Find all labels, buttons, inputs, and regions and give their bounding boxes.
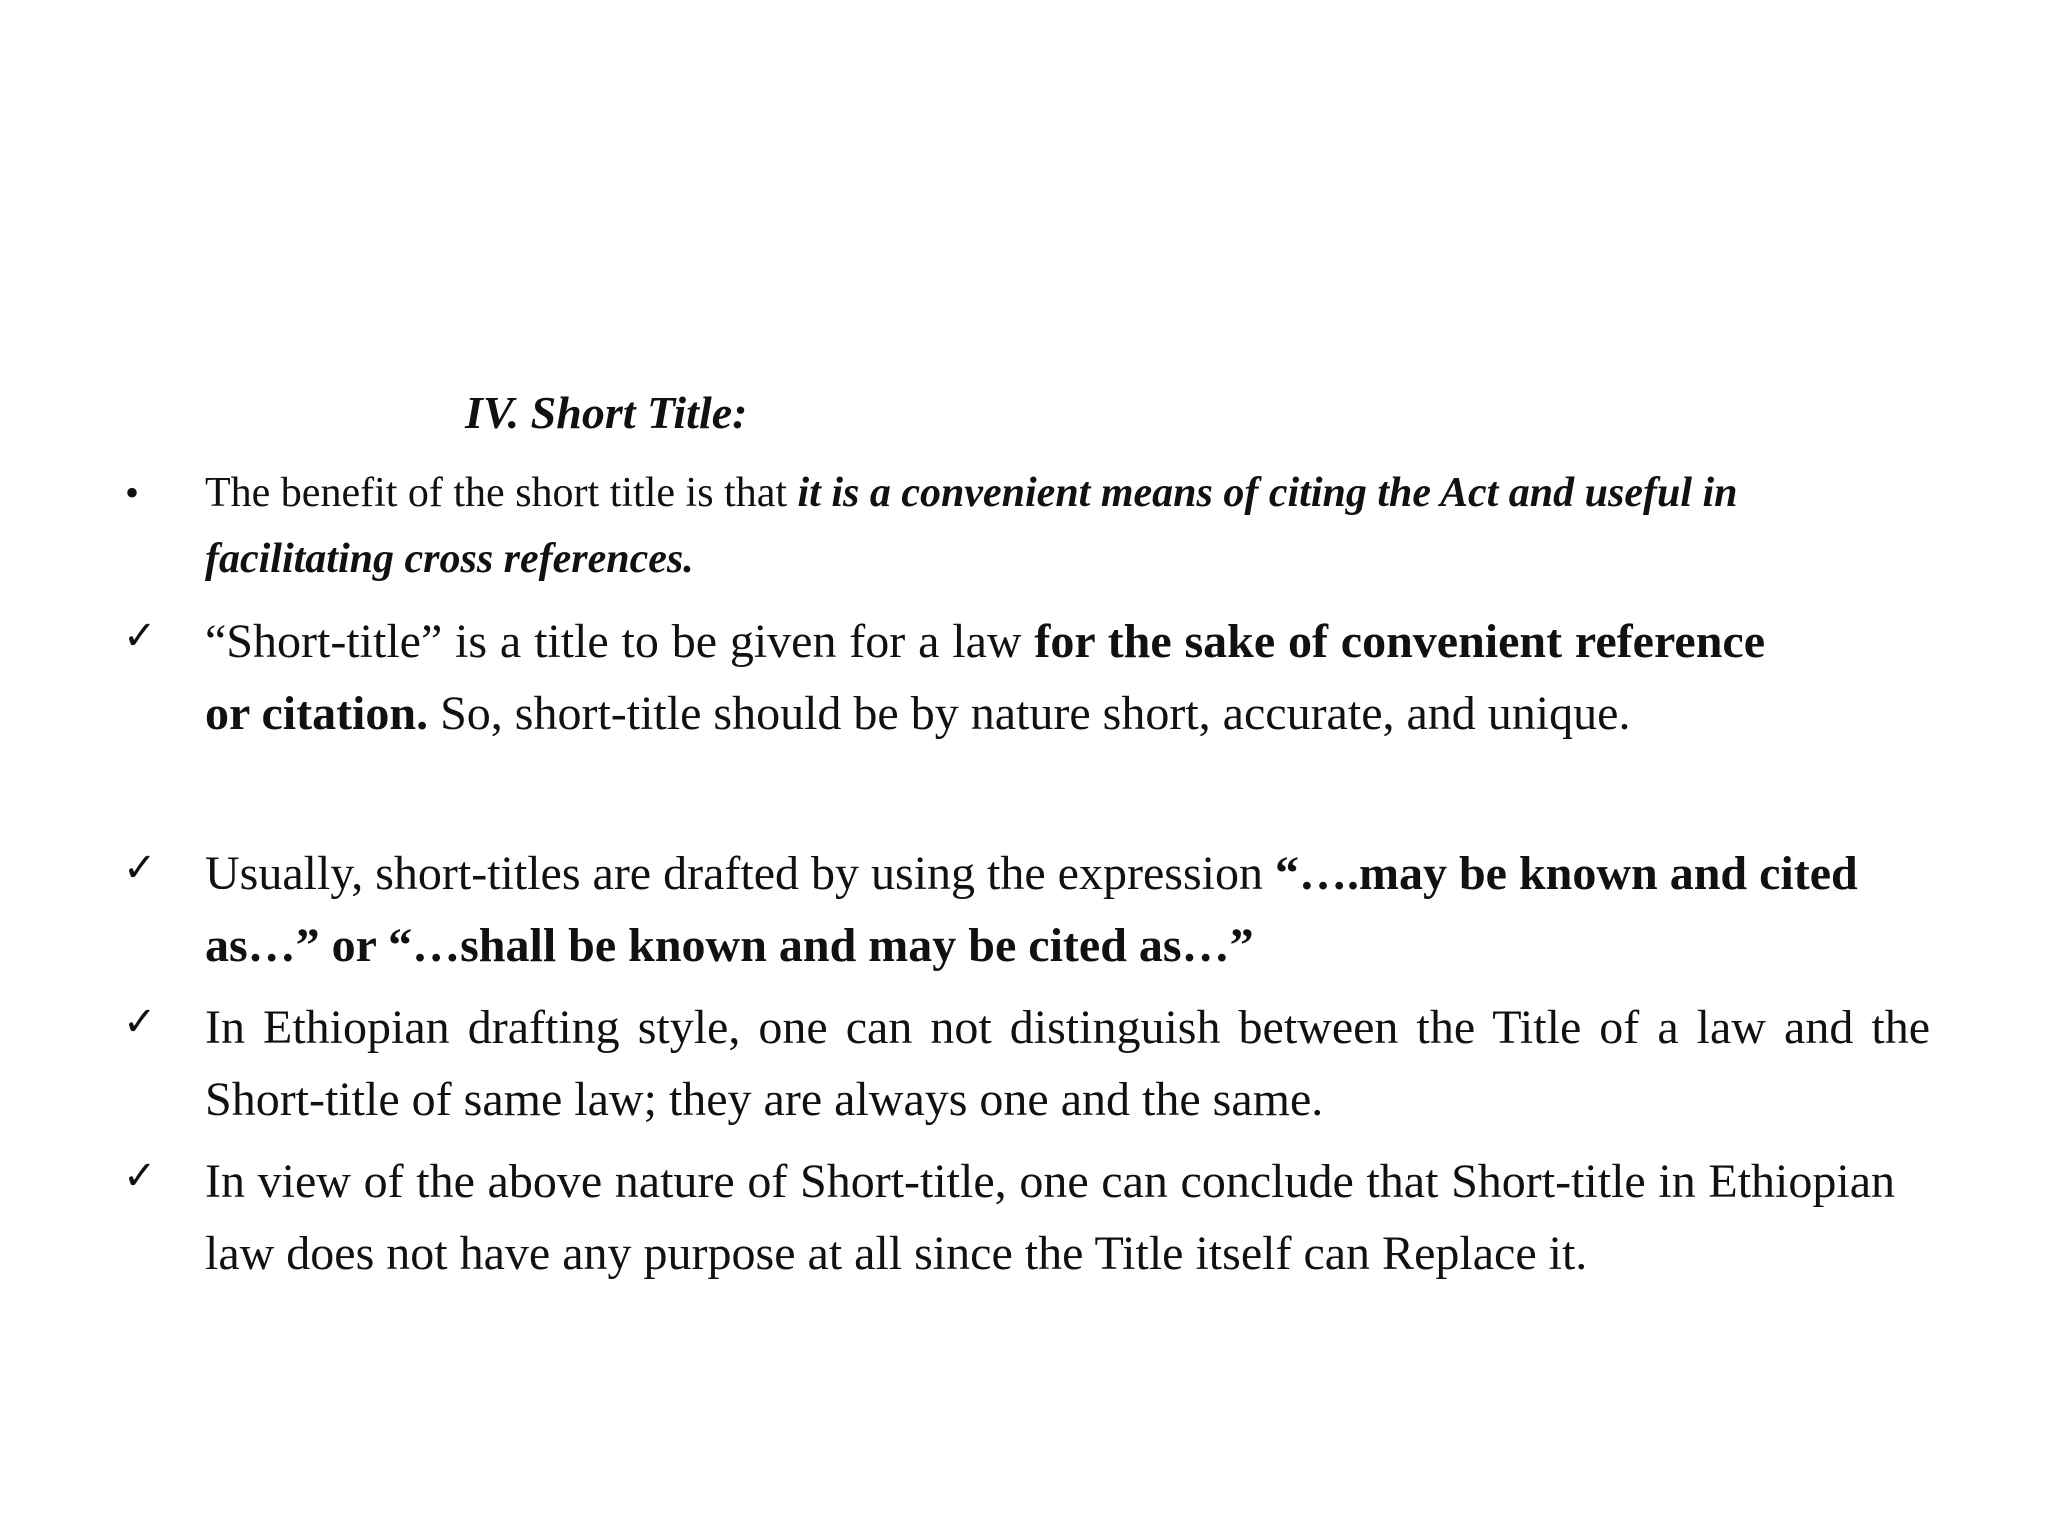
- bullet-item-short-title-benefit: [125, 460, 1865, 592]
- check-item-conclusion: [123, 1146, 1895, 1290]
- check-item-definition: [123, 606, 1766, 750]
- item-emphasis: for the sake of convenient reference or citation.: [205, 615, 1766, 740]
- checkmark-icon: ✓: [123, 1153, 157, 1199]
- item-text: In view of the above nature of Short-title, one can conclude that Short-title in Ethiopian law does not have any purpose at all since the Title itself can Replace it.: [205, 1155, 1895, 1280]
- item-text: The benefit of the short title is that: [205, 470, 798, 516]
- bullet-icon: •: [125, 470, 140, 515]
- checkmark-icon: ✓: [123, 613, 157, 659]
- item-emphasis: “….may be known and cited as…” or “…shall be known and may be cited as…”: [205, 847, 1858, 972]
- item-text: “Short-title” is a title to be given for a law: [205, 615, 1035, 668]
- item-text: Usually, short-titles are drafted by using the expression: [205, 847, 1275, 900]
- item-text: In Ethiopian drafting style, one can not distinguish between the Title of a law and the Short-title of same law; they are always one and the same.: [205, 1001, 1930, 1126]
- check-item-ethiopian-style: [123, 992, 1930, 1136]
- check-item-drafting-expression: [123, 838, 1885, 982]
- checkmark-icon: ✓: [123, 845, 157, 891]
- item-emphasis: it is a convenient means of citing the Act and useful in facilitating cross references.: [205, 470, 1738, 582]
- checkmark-icon: ✓: [123, 999, 157, 1045]
- slide-heading: IV. Short Title:: [465, 387, 748, 438]
- item-text: So, short-title should be by nature short, accurate, and unique.: [428, 687, 1631, 740]
